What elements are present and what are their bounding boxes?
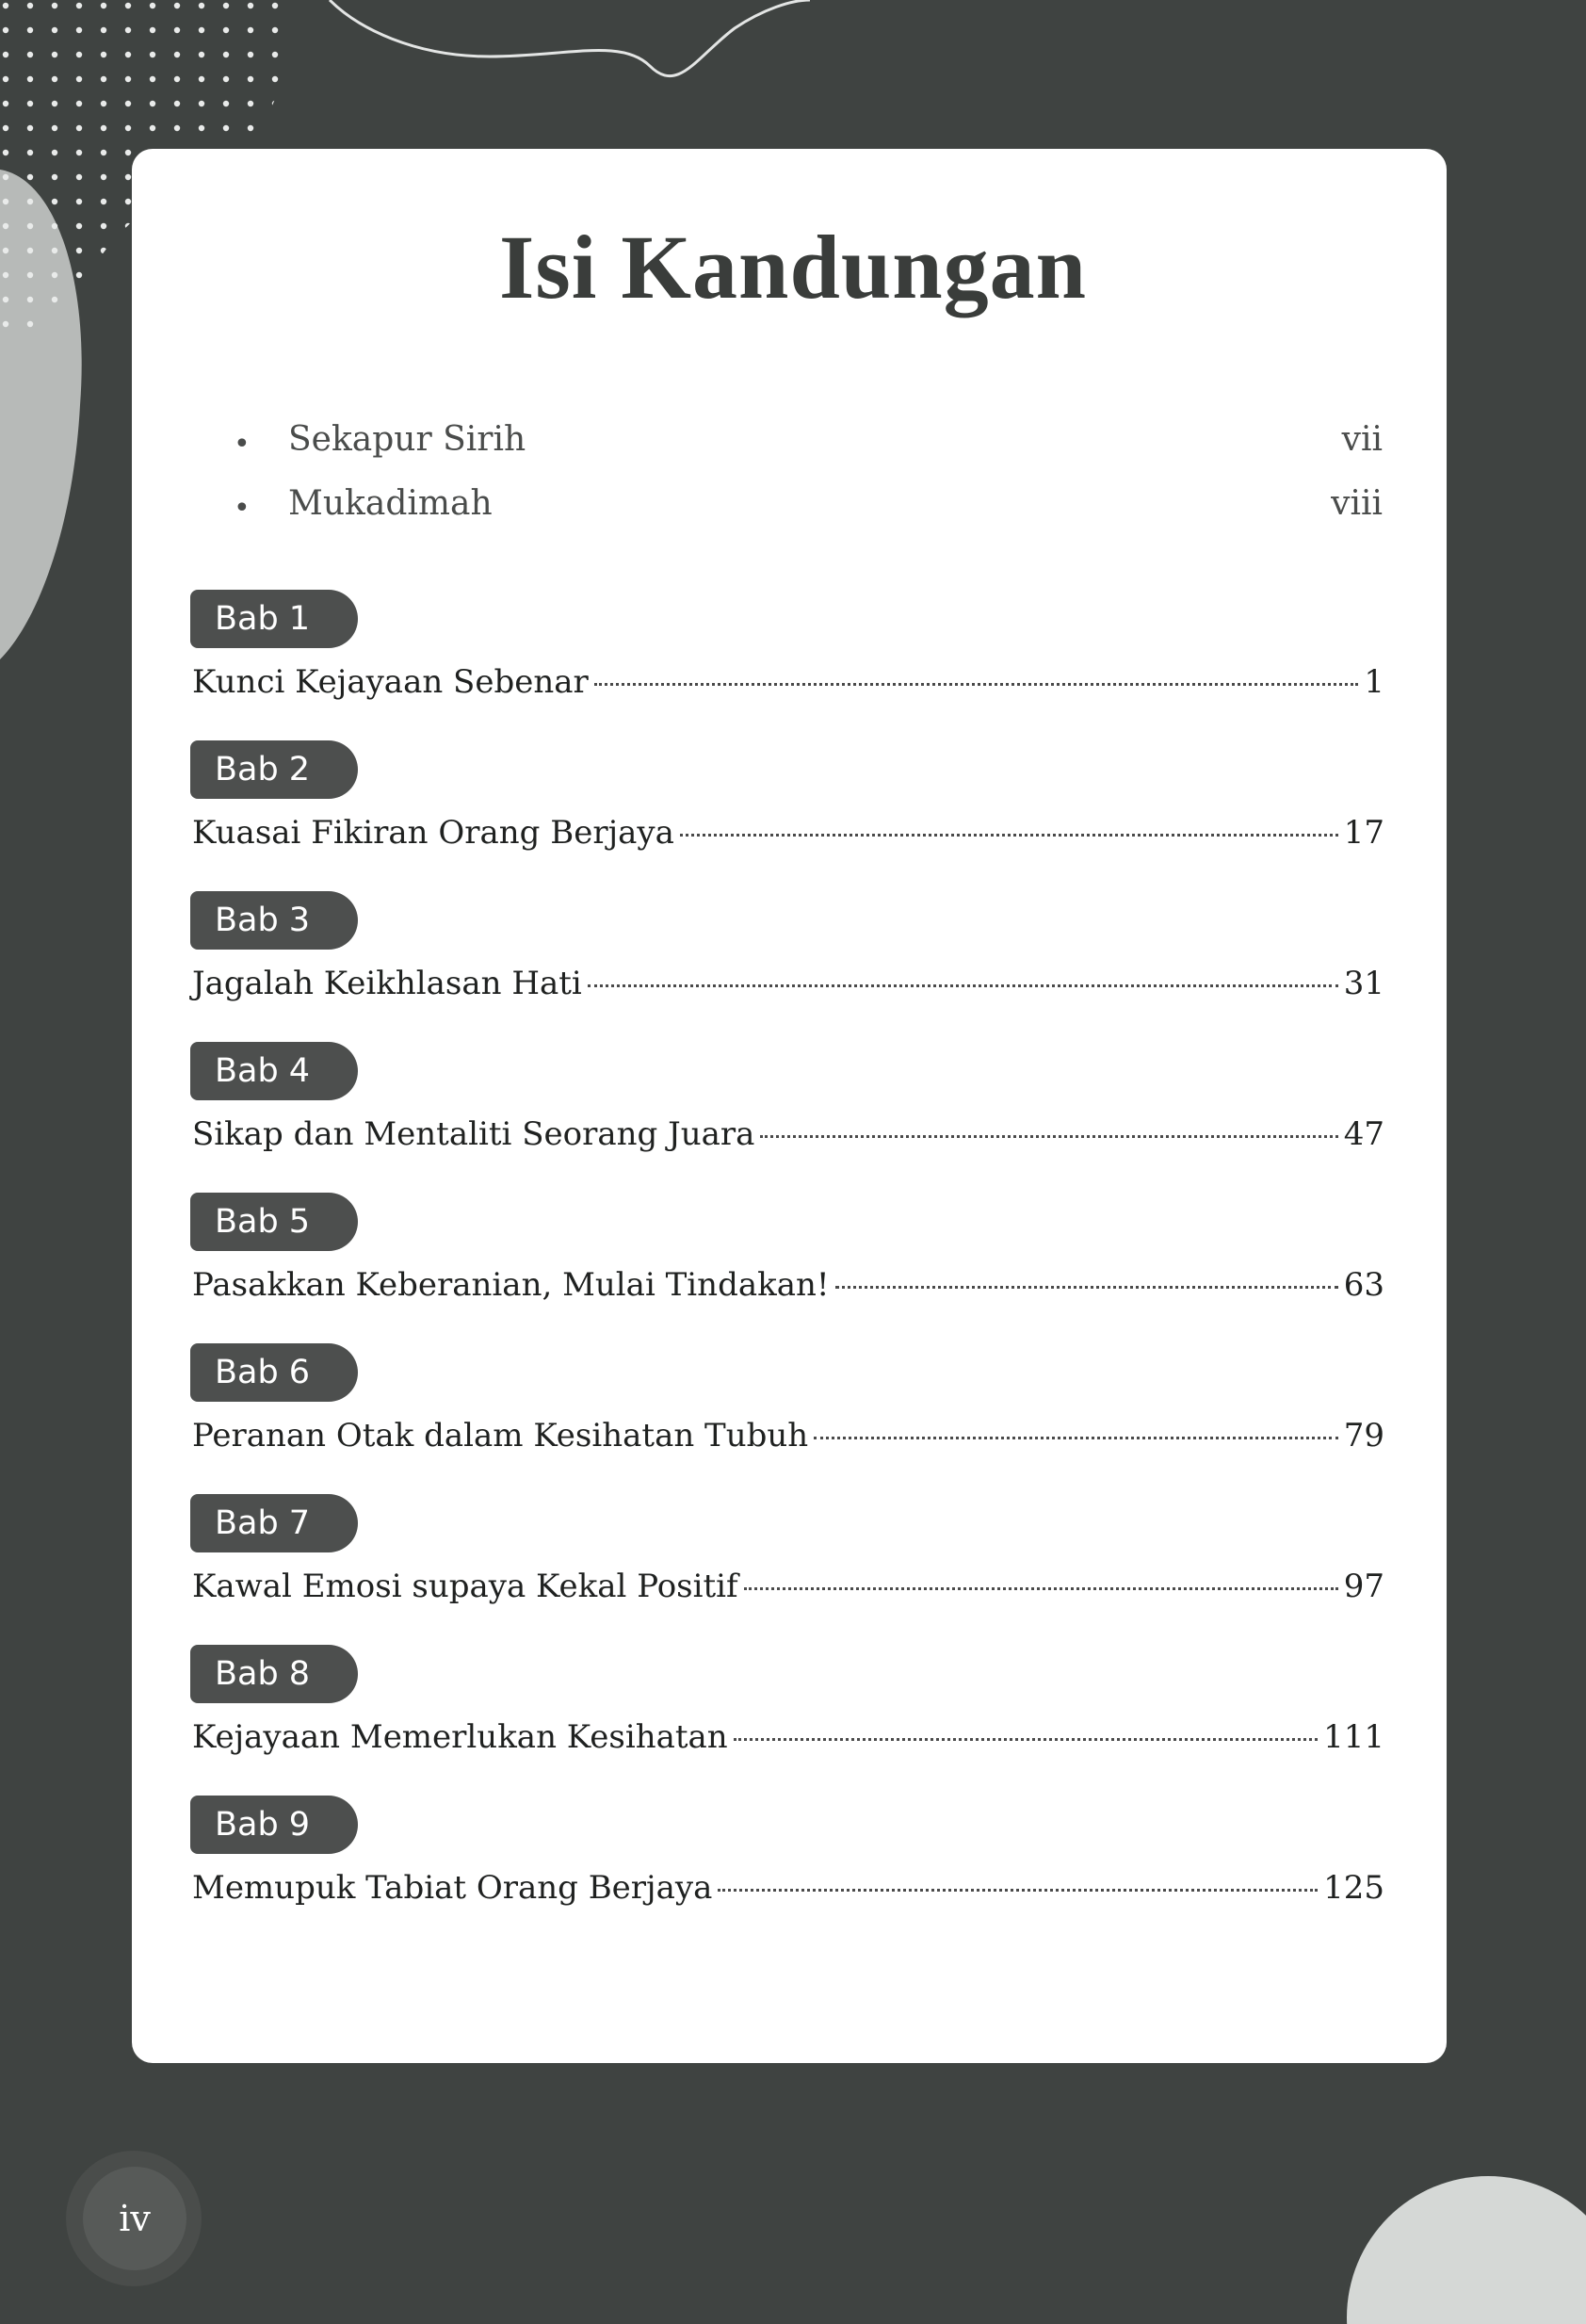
chapter-title: Sikap dan Mentaliti Seorang Juara — [192, 1115, 755, 1153]
chapter-entry-6 — [0, 1343, 1586, 1485]
chapter-badge: Bab 5 — [190, 1193, 358, 1251]
chapter-link[interactable] — [192, 1869, 1384, 1918]
chapter-entry-2 — [0, 740, 1586, 882]
bullet-icon: • — [234, 492, 251, 525]
chapter-entry-3 — [0, 891, 1586, 1032]
chapter-link[interactable] — [192, 1568, 1384, 1617]
dot-leader — [594, 683, 1359, 686]
chapter-link[interactable] — [192, 965, 1384, 1014]
chapter-badge: Bab 3 — [190, 891, 358, 950]
front-matter-item — [0, 420, 1586, 477]
front-matter-page: viii — [1331, 484, 1383, 523]
chapter-badge: Bab 6 — [190, 1343, 358, 1402]
chapter-title: Kawal Emosi supaya Kekal Positif — [192, 1568, 738, 1605]
front-matter-item — [0, 484, 1586, 541]
chapter-badge: Bab 4 — [190, 1042, 358, 1100]
dot-leader — [734, 1738, 1318, 1741]
chapter-badge: Bab 2 — [190, 740, 358, 799]
chapter-badge: Bab 8 — [190, 1645, 358, 1703]
dot-leader — [760, 1135, 1337, 1138]
chapter-page: 111 — [1323, 1718, 1384, 1756]
chapter-page: 1 — [1364, 663, 1384, 701]
chapter-entry-1 — [0, 590, 1586, 731]
chapter-link[interactable] — [192, 1417, 1384, 1466]
chapter-link[interactable] — [192, 1718, 1384, 1767]
front-matter-page: vii — [1341, 420, 1383, 459]
chapter-page: 79 — [1343, 1417, 1384, 1455]
chapter-badge: Bab 1 — [190, 590, 358, 648]
dot-leader — [588, 984, 1338, 987]
front-matter-label: Sekapur Sirih — [288, 420, 526, 459]
chapter-badge: Bab 9 — [190, 1796, 358, 1854]
chapter-page: 125 — [1323, 1869, 1384, 1907]
chapter-entry-4 — [0, 1042, 1586, 1183]
chapter-title: Kunci Kejayaan Sebenar — [192, 663, 589, 701]
chapter-title: Peranan Otak dalam Kesihatan Tubuh — [192, 1417, 809, 1455]
chapter-title: Kejayaan Memerlukan Kesihatan — [192, 1718, 728, 1756]
dot-leader — [835, 1286, 1338, 1289]
chapter-entry-9 — [0, 1796, 1586, 1937]
chapter-page: 17 — [1343, 814, 1384, 852]
chapter-entry-5 — [0, 1193, 1586, 1334]
chapter-link[interactable] — [192, 1115, 1384, 1164]
chapter-title: Pasakkan Keberanian, Mulai Tindakan! — [192, 1266, 830, 1304]
chapter-title: Memupuk Tabiat Orang Berjaya — [192, 1869, 713, 1907]
bullet-icon: • — [234, 428, 251, 461]
chapter-entry-7 — [0, 1494, 1586, 1635]
chapter-page: 97 — [1343, 1568, 1384, 1605]
chapter-page: 63 — [1343, 1266, 1384, 1304]
dot-leader — [744, 1587, 1338, 1590]
chapter-link[interactable] — [192, 1266, 1384, 1315]
chapter-badge: Bab 7 — [190, 1494, 358, 1552]
chapter-title: Kuasai Fikiran Orang Berjaya — [192, 814, 674, 852]
page-title: Isi Kandungan — [498, 217, 1087, 317]
chapter-entry-8 — [0, 1645, 1586, 1786]
chapter-page: 47 — [1343, 1115, 1384, 1153]
chapter-link[interactable] — [192, 663, 1384, 712]
front-matter-label: Mukadimah — [288, 484, 493, 523]
chapter-page: 31 — [1343, 965, 1384, 1002]
page-number: iv — [83, 2167, 186, 2270]
dot-leader — [680, 834, 1338, 837]
dot-leader — [718, 1889, 1318, 1892]
chapter-title: Jagalah Keikhlasan Hati — [192, 965, 582, 1002]
chapter-link[interactable] — [192, 814, 1384, 863]
dot-leader — [814, 1437, 1338, 1439]
